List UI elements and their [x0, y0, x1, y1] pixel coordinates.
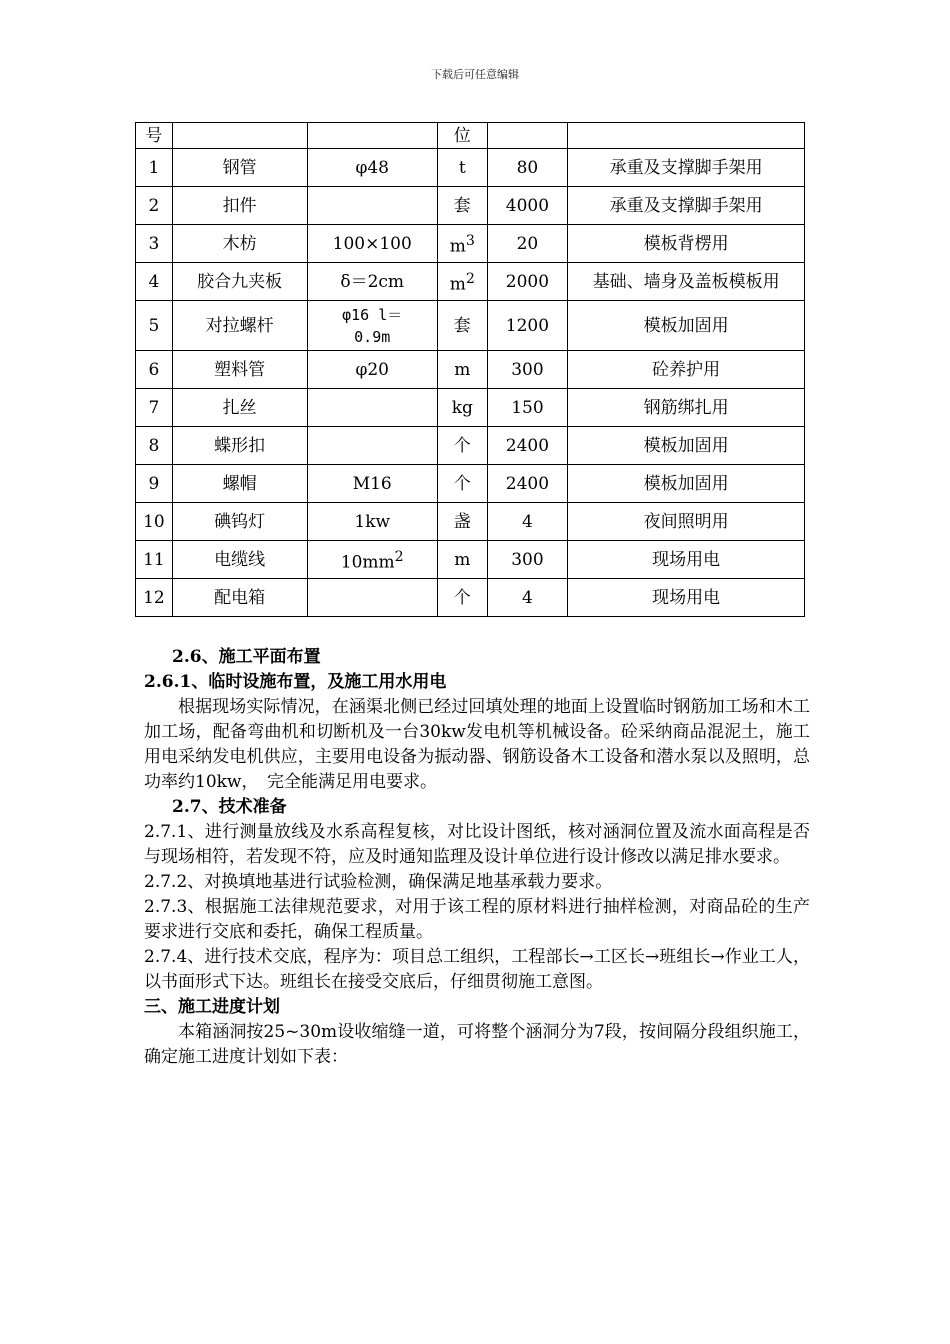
cell-name: 木枋: [172, 225, 307, 263]
cell-spec: [307, 427, 437, 465]
cell-qty: 2400: [487, 465, 568, 503]
cell-unit: [437, 263, 487, 301]
table-row: [136, 301, 805, 351]
cell-no: 12: [136, 579, 173, 617]
table-row: [136, 225, 805, 263]
cell-spec: [307, 541, 437, 579]
cell-qty: 1200: [487, 301, 568, 351]
header-cell: 号: [136, 123, 173, 149]
cell-spec: [307, 187, 437, 225]
paragraph-2-7-1: 2.7.1、进行测量放线及水系高程复核，对比设计图纸，核对涵洞位置及流水面高程是否与现场相符，若发现不符，应及时通知监理及设计单位进行设计修改以满足排水要求。: [144, 822, 810, 867]
cell-unit: m: [437, 541, 487, 579]
unit-text: m: [449, 236, 466, 257]
cell-use: 钢筋绑扎用: [568, 389, 805, 427]
section-heading-2-6: 2.6、施工平面布置: [172, 647, 321, 667]
cell-name: 钢管: [172, 149, 307, 187]
table-row: [136, 351, 805, 389]
cell-no: 8: [136, 427, 173, 465]
paragraph-2-7-2: 2.7.2、对换填地基进行试验检测，确保满足地基承载力要求。: [144, 872, 613, 892]
cell-unit: 个: [437, 427, 487, 465]
table-row: [136, 541, 805, 579]
cell-unit: 套: [437, 301, 487, 351]
spec-line: 0.9m: [354, 327, 391, 346]
table-header-row: [136, 123, 805, 149]
table-row: [136, 263, 805, 301]
cell-name: 碘钨灯: [172, 503, 307, 541]
table-row: [136, 389, 805, 427]
spec-superscript: 2: [394, 548, 404, 565]
cell-use: 模板加固用: [568, 465, 805, 503]
cell-name: 螺帽: [172, 465, 307, 503]
cell-use: 基础、墙身及盖板模板用: [568, 263, 805, 301]
section-heading-2-7: 2.7、技术准备: [172, 797, 287, 817]
header-cell: [307, 123, 437, 149]
cell-name: 扣件: [172, 187, 307, 225]
cell-qty: 4000: [487, 187, 568, 225]
cell-name: 蝶形扣: [172, 427, 307, 465]
cell-spec: M16: [307, 465, 437, 503]
cell-unit: m: [437, 351, 487, 389]
cell-unit: 套: [437, 187, 487, 225]
cell-qty: 150: [487, 389, 568, 427]
cell-use: 承重及支撑脚手架用: [568, 149, 805, 187]
cell-qty: 4: [487, 579, 568, 617]
page-header-note: 下载后可任意编辑: [431, 68, 519, 81]
table-row: [136, 187, 805, 225]
cell-name: 配电箱: [172, 579, 307, 617]
cell-use: 夜间照明用: [568, 503, 805, 541]
unit-superscript: 3: [465, 232, 475, 249]
cell-name: 扎丝: [172, 389, 307, 427]
cell-use: 砼养护用: [568, 351, 805, 389]
cell-no: 3: [136, 225, 173, 263]
cell-name: 对拉螺杆: [172, 301, 307, 351]
table-row: [136, 465, 805, 503]
cell-no: 6: [136, 351, 173, 389]
cell-unit: 个: [437, 579, 487, 617]
paragraph-3: 本箱涵洞按25~30m设收缩缝一道，可将整个涵洞分为7段，按间隔分段组织施工，确定施工进度计划如下表：: [144, 1022, 810, 1067]
section-heading-2-6-1: 2.6.1、临时设施布置，及施工用水用电: [144, 672, 447, 692]
cell-no: 5: [136, 301, 173, 351]
cell-spec: [307, 579, 437, 617]
cell-spec: φ20: [307, 351, 437, 389]
cell-qty: 20: [487, 225, 568, 263]
document-body: [144, 645, 810, 1070]
cell-spec: δ＝2cm: [307, 263, 437, 301]
cell-spec: [307, 389, 437, 427]
header-cell: [172, 123, 307, 149]
cell-no: 9: [136, 465, 173, 503]
cell-qty: 300: [487, 351, 568, 389]
spec-line: φ16 l＝: [342, 305, 403, 324]
cell-unit: 个: [437, 465, 487, 503]
unit-text: m: [449, 274, 466, 295]
cell-no: 11: [136, 541, 173, 579]
cell-qty: 2000: [487, 263, 568, 301]
header-cell: [487, 123, 568, 149]
cell-qty: 2400: [487, 427, 568, 465]
table-row: [136, 427, 805, 465]
cell-unit: kg: [437, 389, 487, 427]
cell-qty: 4: [487, 503, 568, 541]
cell-use: 承重及支撑脚手架用: [568, 187, 805, 225]
section-heading-3: 三、施工进度计划: [144, 997, 280, 1017]
cell-unit: 盏: [437, 503, 487, 541]
spec-text: 10mm: [340, 552, 395, 573]
cell-use: 现场用电: [568, 541, 805, 579]
header-cell: 位: [437, 123, 487, 149]
cell-use: 现场用电: [568, 579, 805, 617]
cell-qty: 300: [487, 541, 568, 579]
materials-table: [135, 122, 805, 617]
cell-spec: 1kw: [307, 503, 437, 541]
cell-no: 4: [136, 263, 173, 301]
cell-spec: 100×100: [307, 225, 437, 263]
cell-name: 胶合九夹板: [172, 263, 307, 301]
cell-spec: [307, 301, 437, 351]
paragraph-2-7-3: 2.7.3、根据施工法律规范要求，对用于该工程的原材料进行抽样检测，对商品砼的生产要求进行交底和委托，确保工程质量。: [144, 897, 810, 942]
cell-use: 模板加固用: [568, 427, 805, 465]
cell-use: 模板加固用: [568, 301, 805, 351]
cell-name: 电缆线: [172, 541, 307, 579]
paragraph-2-6-1: 根据现场实际情况，在涵渠北侧已经过回填处理的地面上设置临时钢筋加工场和木工加工场，配备弯曲机和切断机及一台30kw发电机等机械设备。砼采纳商品混泥土，施工用电采纳发电机供应，主要用电设备为振动器、钢筋设备木工设备和潜水泵以及照明，总功率约10kw， 完全能满足用电要求。: [144, 697, 810, 792]
table-row: [136, 503, 805, 541]
table-row: [136, 149, 805, 187]
cell-unit: [437, 225, 487, 263]
cell-unit: t: [437, 149, 487, 187]
cell-name: 塑料管: [172, 351, 307, 389]
cell-use: 模板背楞用: [568, 225, 805, 263]
cell-spec: φ48: [307, 149, 437, 187]
header-cell: [568, 123, 805, 149]
unit-superscript: 2: [465, 270, 475, 287]
cell-no: 2: [136, 187, 173, 225]
cell-no: 10: [136, 503, 173, 541]
table-row: [136, 579, 805, 617]
paragraph-2-7-4: 2.7.4、进行技术交底，程序为：项目总工组织，工程部长→工区长→班组长→作业工人，以书面形式下达。班组长在接受交底后，仔细贯彻施工意图。: [144, 947, 810, 992]
cell-qty: 80: [487, 149, 568, 187]
cell-no: 7: [136, 389, 173, 427]
cell-no: 1: [136, 149, 173, 187]
